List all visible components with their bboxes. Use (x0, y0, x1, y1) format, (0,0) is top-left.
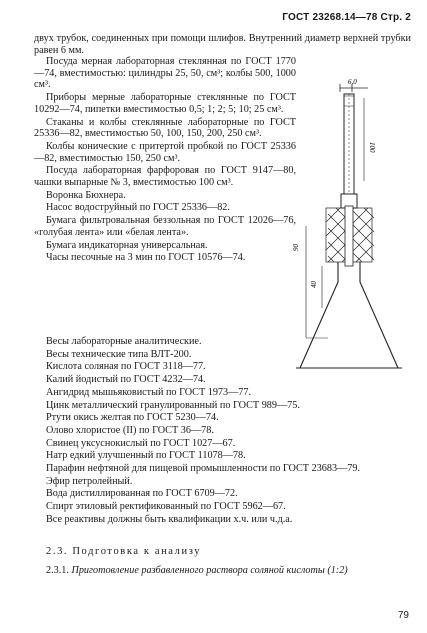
paragraph: Стаканы и колбы стеклянные лабораторные по ГОСТ 25336—82, вместимостью 50, 100, 150, 200, 250 см³. (34, 116, 296, 140)
paragraph: Цинк металлический гранулированный по ГОСТ 989—75. (46, 399, 300, 411)
paragraph: Посуда мерная лабораторная стеклянная по ГОСТ 1770—74, вместимостью: цилиндры 25, 50, см³; колбы 500, 1000 см³. (34, 56, 296, 91)
paragraph: Эфир петролейный. (46, 475, 133, 487)
paragraph: Свинец уксуснокислый по ГОСТ 1027—67. (46, 437, 236, 449)
paragraph: Насос водоструйный по ГОСТ 25336—82. (46, 202, 230, 214)
paragraph: Колбы конические с притертой пробкой по ГОСТ 25336—82, вместимостью 150, 250 см³. (34, 140, 296, 164)
page-number: 79 (397, 610, 409, 621)
dimension-label: 90 (292, 244, 300, 251)
subsection-title: Приготовление разбавленного раствора соляной кислоты (1:2) (71, 565, 348, 576)
paragraph: Кислота соляная по ГОСТ 3118—77. (46, 361, 206, 373)
paragraph: Ангидрид мышьяковистый по ГОСТ 1973—77. (46, 386, 252, 398)
apparatus-figure (288, 76, 418, 376)
paragraph: Посуда лабораторная фарфоровая по ГОСТ 9147—80, чашки выпарные № 3, вместимостью 100 см³. (34, 165, 296, 189)
subsection-number: 2.3.1. (46, 565, 69, 576)
paragraph: Приборы мерные лабораторные стеклянные по ГОСТ 10292—74, пипетки вместимостью 0,5; 1; 2; 5; 10; 25 см³. (34, 92, 296, 115)
subsection (34, 565, 411, 577)
paragraph: Вода дистиллированная по ГОСТ 6709—72. (46, 488, 238, 500)
paragraph: Натр едкий улучшенный по ГОСТ 11078—78. (46, 450, 246, 462)
paragraph: Бумага фильтровальная беззольная по ГОСТ 12026—76, «голубая лента» или «белая лента». (34, 215, 296, 238)
paragraph: Спирт этиловый ректификованный по ГОСТ 5962—67. (46, 501, 286, 513)
paragraph: Ртути окись желтая по ГОСТ 5230—74. (46, 412, 219, 424)
paragraph: Весы лабораторные аналитические. (46, 336, 202, 347)
equipment-list-column (34, 56, 296, 265)
dimension-label: 100 (368, 142, 376, 153)
paragraph: Воронка Бюхнера. (46, 189, 126, 201)
paragraph: Все реактивы должны быть квалификации х.ч. или ч.д.а. (46, 513, 293, 525)
page-header: ГОСТ 23268.14—78 Стр. 2 (282, 12, 411, 23)
paragraph: Парафин нефтяной для пищевой промышленности по ГОСТ 23683—79. (46, 463, 360, 475)
paragraph: Весы технические типа ВЛТ-200. (46, 348, 192, 360)
intro-paragraph (34, 33, 411, 57)
paragraph: Бумага индикаторная универсальная. (46, 239, 208, 251)
reagent-list (34, 336, 411, 527)
paragraph: Олово хлористое (II) по ГОСТ 36—78. (46, 424, 214, 436)
section-heading: 2.3. Подготовка к анализу (46, 546, 202, 557)
dimension-label: 40 (310, 281, 318, 288)
paragraph: Калий йодистый по ГОСТ 4232—74. (46, 374, 206, 386)
paragraph: двух трубок, соединенных при помощи шлифов. Внутренний диаметр верхней трубки равен 6 мм. (34, 33, 411, 56)
paragraph: Часы песочные на 3 мин по ГОСТ 10576—74. (46, 252, 246, 264)
dimension-label: 6,0 (348, 78, 357, 86)
paragraph (34, 565, 411, 577)
